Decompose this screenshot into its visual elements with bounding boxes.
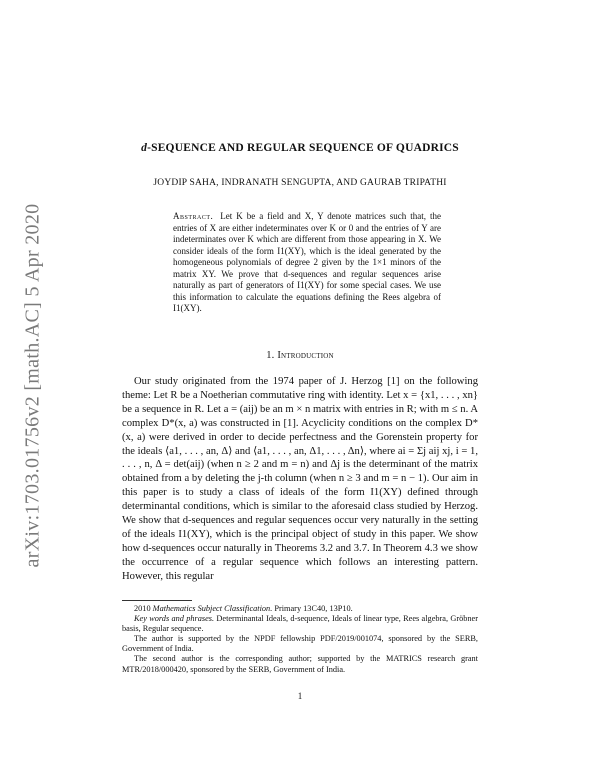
footnote-funding-second: The second author is the corresponding author; supported by the MATRICS research grant MTR/2018/000420, sponsored by the SERB, Government of India. — [122, 654, 478, 674]
arxiv-identifier-text: arXiv:1703.01756v2 [math.AC] 5 Apr 2020 — [21, 203, 44, 567]
keywords-value: Determinantal Ideals, d-sequence, Ideals of linear type, Rees algebra, Gröbner basis, Regular sequence. — [122, 614, 478, 634]
footnote-divider — [122, 600, 192, 601]
paper-title-rest: -SEQUENCE AND REGULAR SEQUENCE OF QUADRICS — [147, 142, 459, 154]
section-heading — [120, 350, 480, 361]
keywords-label: Key words and phrases. — [134, 614, 215, 624]
msc-year: 2010 — [134, 604, 151, 613]
msc-value: Primary 13C40, 13P10. — [274, 604, 353, 613]
author-list: JOYDIP SAHA, INDRANATH SENGUPTA, AND GAURAB TRIPATHI — [153, 178, 447, 188]
section-title: Introduction — [277, 350, 334, 361]
msc-label: Mathematics Subject Classification. — [152, 604, 273, 613]
abstract-text: Let K be a field and X, Y denote matrices such that, the entries of X are either indeterminates over K or 0 and the entries of Y are indeterminates over K which are different from those appearing in X. We consider ideals of the form I1(XY), which is the ideal generated by the homogeneous polynomials of degree 2 given by the 1×1 minors of the matrix XY. We prove that d-sequences and regular sequences arise naturally as part of generators of I1(XY) for some special cases. We use this information to calculate the equations defining the Rees algebra of I1(XY). — [173, 211, 441, 314]
footnotes — [122, 604, 478, 675]
footnote-keywords — [122, 614, 478, 634]
paper-title-prefix: d — [141, 142, 148, 154]
introduction-paragraph: Our study originated from the 1974 paper of J. Herzog [1] on the following theme: Let R be a Noetherian commutative ring with identity. Let x = {x1, . . . , xn} be a sequence in R. Let a = (aij) be an m × n matrix with entries in R; with m ≤ n. A complex D*(x, a) was constructed in [1]. Acyclicity conditions on the complex D*(x, a) were derived in order to decide perfectness and the Gorenstein property for the ideals ⟨a1, . . . , an, Δ⟩ and ⟨a1, . . . , an, Δ1, . . . , Δn⟩, where ai = Σj aij xj, i = 1, . . . , n, Δ = det(aij) (when n ≥ 2 and m = n) and Δj is the determinant of the matrix obtained from a by deleting the j-th column (when n ≥ 3 and m = n − 1). Our aim in this paper is to study a class of ideals of the form I1(XY) defined through determinantal conditions, which is similar to the aforesaid class studied by Herzog. We show that d-sequences and regular sequences occur very naturally in the setting of the ideals I1(XY), which is the principal object of study in this paper. We show how d-sequences occur naturally in Theorems 3.2 and 3.7. In Theorem 4.3 we show the occurrence of a regular sequence which follows an interesting pattern. However, this regular — [122, 376, 478, 582]
page-number: 1 — [297, 691, 303, 701]
abstract-label: Abstract. — [173, 211, 214, 221]
section-number: 1. — [266, 350, 275, 361]
arxiv-identifier-stamp — [6, 185, 60, 585]
footnote-msc — [122, 604, 478, 614]
paper-title — [120, 142, 480, 154]
abstract — [173, 211, 441, 315]
footnote-funding-first: The author is supported by the NPDF fellowship PDF/2019/001074, sponsored by the SERB, Government of India. — [122, 634, 478, 654]
